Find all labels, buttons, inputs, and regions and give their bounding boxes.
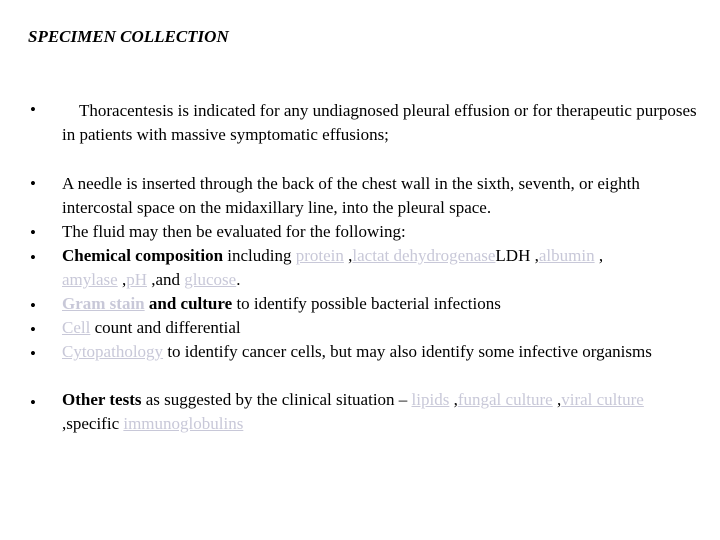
bullet-marker: • [30, 100, 36, 119]
paragraph-cell-count [62, 316, 702, 340]
other-tests-label: Other tests [62, 390, 142, 409]
link-ph[interactable]: pH [126, 270, 147, 289]
bullet-marker: • [30, 393, 36, 412]
text-segment: , [594, 246, 604, 265]
link-gram-stain[interactable]: Gram stain [62, 294, 145, 313]
paragraph-other-tests [62, 388, 702, 436]
paragraph-fluid: The fluid may then be evaluated for the following: [62, 222, 406, 241]
link-cytopathology[interactable]: Cytopathology [62, 342, 164, 361]
bullet-marker: • [30, 174, 36, 193]
bullet-marker: • [30, 296, 36, 315]
link-cell[interactable]: Cell [62, 318, 91, 337]
text-segment: , [449, 390, 458, 409]
text-segment: to identify possible bacterial infections [232, 294, 501, 313]
paragraph-needle: A needle is inserted through the back of the chest wall in the sixth, seventh, or eighth intercostal space on the midaxillary line, into the pleural space. [62, 174, 640, 217]
text-segment: to identify cancer cells, but may also identify some infective organisms [163, 342, 652, 361]
link-glucose[interactable]: glucose [184, 270, 237, 289]
link-viral-culture[interactable]: viral culture [561, 390, 644, 409]
and-culture-label: and culture [144, 294, 233, 313]
text-segment: . [236, 270, 241, 289]
text-segment: , [117, 270, 127, 289]
link-protein[interactable]: protein [295, 246, 344, 265]
bullet-marker: • [30, 248, 36, 267]
text-segment: count and differential [90, 318, 241, 337]
link-immunoglobulins[interactable]: immunoglobulins [123, 414, 244, 433]
chemical-composition-label: Chemical composition [62, 246, 224, 265]
text-segment: including [223, 246, 296, 265]
bullet-marker: • [30, 223, 36, 242]
link-lactate-dehydrogenase[interactable]: lactat dehydrogenase [352, 246, 496, 265]
paragraph-cytopathology [62, 340, 702, 364]
bullet-marker: • [30, 344, 36, 363]
text-segment: ,and [146, 270, 185, 289]
link-albumin[interactable]: albumin [538, 246, 595, 265]
link-lipids[interactable]: lipids [411, 390, 450, 409]
text-segment: ,specific [62, 414, 124, 433]
text-segment: as suggested by the clinical situation – [141, 390, 412, 409]
page-title: SPECIMEN COLLECTION [28, 27, 229, 46]
link-amylase[interactable]: amylase [62, 270, 118, 289]
text-segment: , [552, 390, 562, 409]
paragraph-chemical [62, 244, 702, 292]
text-segment: , [343, 246, 353, 265]
text-segment: LDH , [495, 246, 539, 265]
paragraph-gram-stain [62, 292, 702, 316]
bullet-marker: • [30, 320, 36, 339]
paragraph-thoracentesis: Thoracentesis is indicated for any undiagnosed pleural effusion or for therapeutic purposes in patients with massive symptomatic effusions; [62, 101, 701, 144]
link-fungal-culture[interactable]: fungal culture [457, 390, 553, 409]
